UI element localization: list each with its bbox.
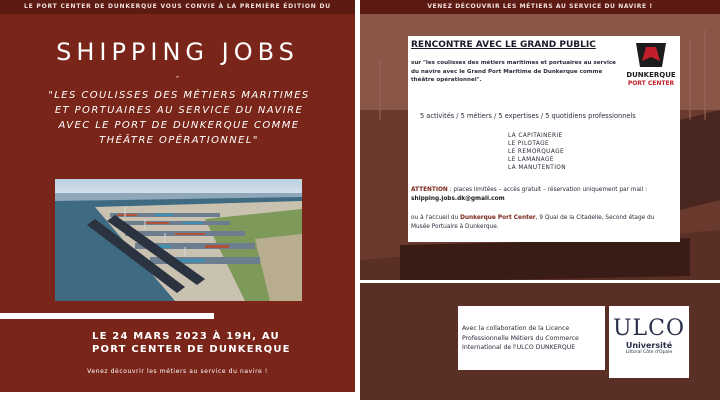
logo-line1: DUNKERQUE <box>626 71 676 79</box>
left-panel <box>0 0 355 400</box>
decorative-line <box>360 280 720 283</box>
activity-counts: 5 activités / 5 métiers / 5 expertises / 5 quotidiens professionnels <box>420 112 636 120</box>
ulco-university: Université <box>625 341 673 350</box>
title-separator: - <box>175 72 180 82</box>
attention-text: : places limitées – accès gratuit – réservation uniquement par mail : <box>447 187 648 193</box>
email-link[interactable]: shipping.jobs.dk@gmail.com <box>411 196 505 202</box>
logo-line2: PORT CENTER <box>627 80 675 87</box>
role-item: LA MANUTENTION <box>508 165 567 171</box>
decorative-bar-bottom <box>0 392 355 400</box>
role-item: LE PILOTAGE <box>508 141 550 147</box>
role-item: LE REMORQUAGE <box>508 149 565 155</box>
port-center-logo <box>626 39 676 91</box>
address-prefix: ou à l'accueil du <box>411 215 461 221</box>
card-heading: RENCONTRE AVEC LE GRAND PUBLIC <box>411 40 596 50</box>
event-tagline: "LES COULISSES DES MÉTIERS MARITIMES ET PORTUAIRES AU SERVICE DU NAVIRE AVEC LE PORT DE DUNKERQUE COMME THÉÂTRE OPÉRATIONNEL" <box>48 90 310 146</box>
collaboration-note: Avec la collaboration de la Licence Professionnelle Métiers du Commerce International de l'ULCO DUNKERQUE <box>458 306 605 370</box>
info-card <box>408 36 680 242</box>
right-panel <box>360 0 720 400</box>
event-title: SHIPPING JOBS <box>56 38 299 66</box>
address-text: , 9 Quai de la Citadelle, Second étage du Musée Portuaire à Dunkerque. <box>411 215 655 230</box>
right-strip: VENEZ DÉCOUVRIR LES MÉTIERS AU SERVICE DU NAVIRE ! <box>360 0 720 14</box>
invitation-strip: LE PORT CENTER DE DUNKERQUE VOUS CONVIE À LA PREMIÈRE ÉDITION DU <box>0 0 355 14</box>
roles-list <box>508 132 566 172</box>
venue-name: Dunkerque Port Center <box>460 215 536 221</box>
decorative-bar <box>0 313 214 319</box>
call-to-action: Venez découvrir les métiers au service du navire ! <box>87 368 268 375</box>
attention-notice <box>411 186 675 204</box>
role-item: LE LAMANAGE <box>508 157 554 163</box>
ulco-mark: ULCO <box>612 316 686 341</box>
attention-label: ATTENTION <box>411 187 448 193</box>
port-aerial-photo <box>55 179 302 301</box>
venue-address <box>411 214 675 232</box>
ulco-logo <box>609 306 689 378</box>
ulco-tagline: Littoral Côte d'Opale <box>625 350 673 355</box>
event-date: LE 24 MARS 2023 À 19H, AU PORT CENTER DE DUNKERQUE <box>92 331 291 355</box>
card-description: sur "les coulisses des métiers maritimes et portuaires au service du navire avec le Grand Port Maritime de Dunkerque comme théâtre opérationnel". <box>411 60 616 83</box>
role-item: LA CAPITAINERIE <box>508 133 563 139</box>
